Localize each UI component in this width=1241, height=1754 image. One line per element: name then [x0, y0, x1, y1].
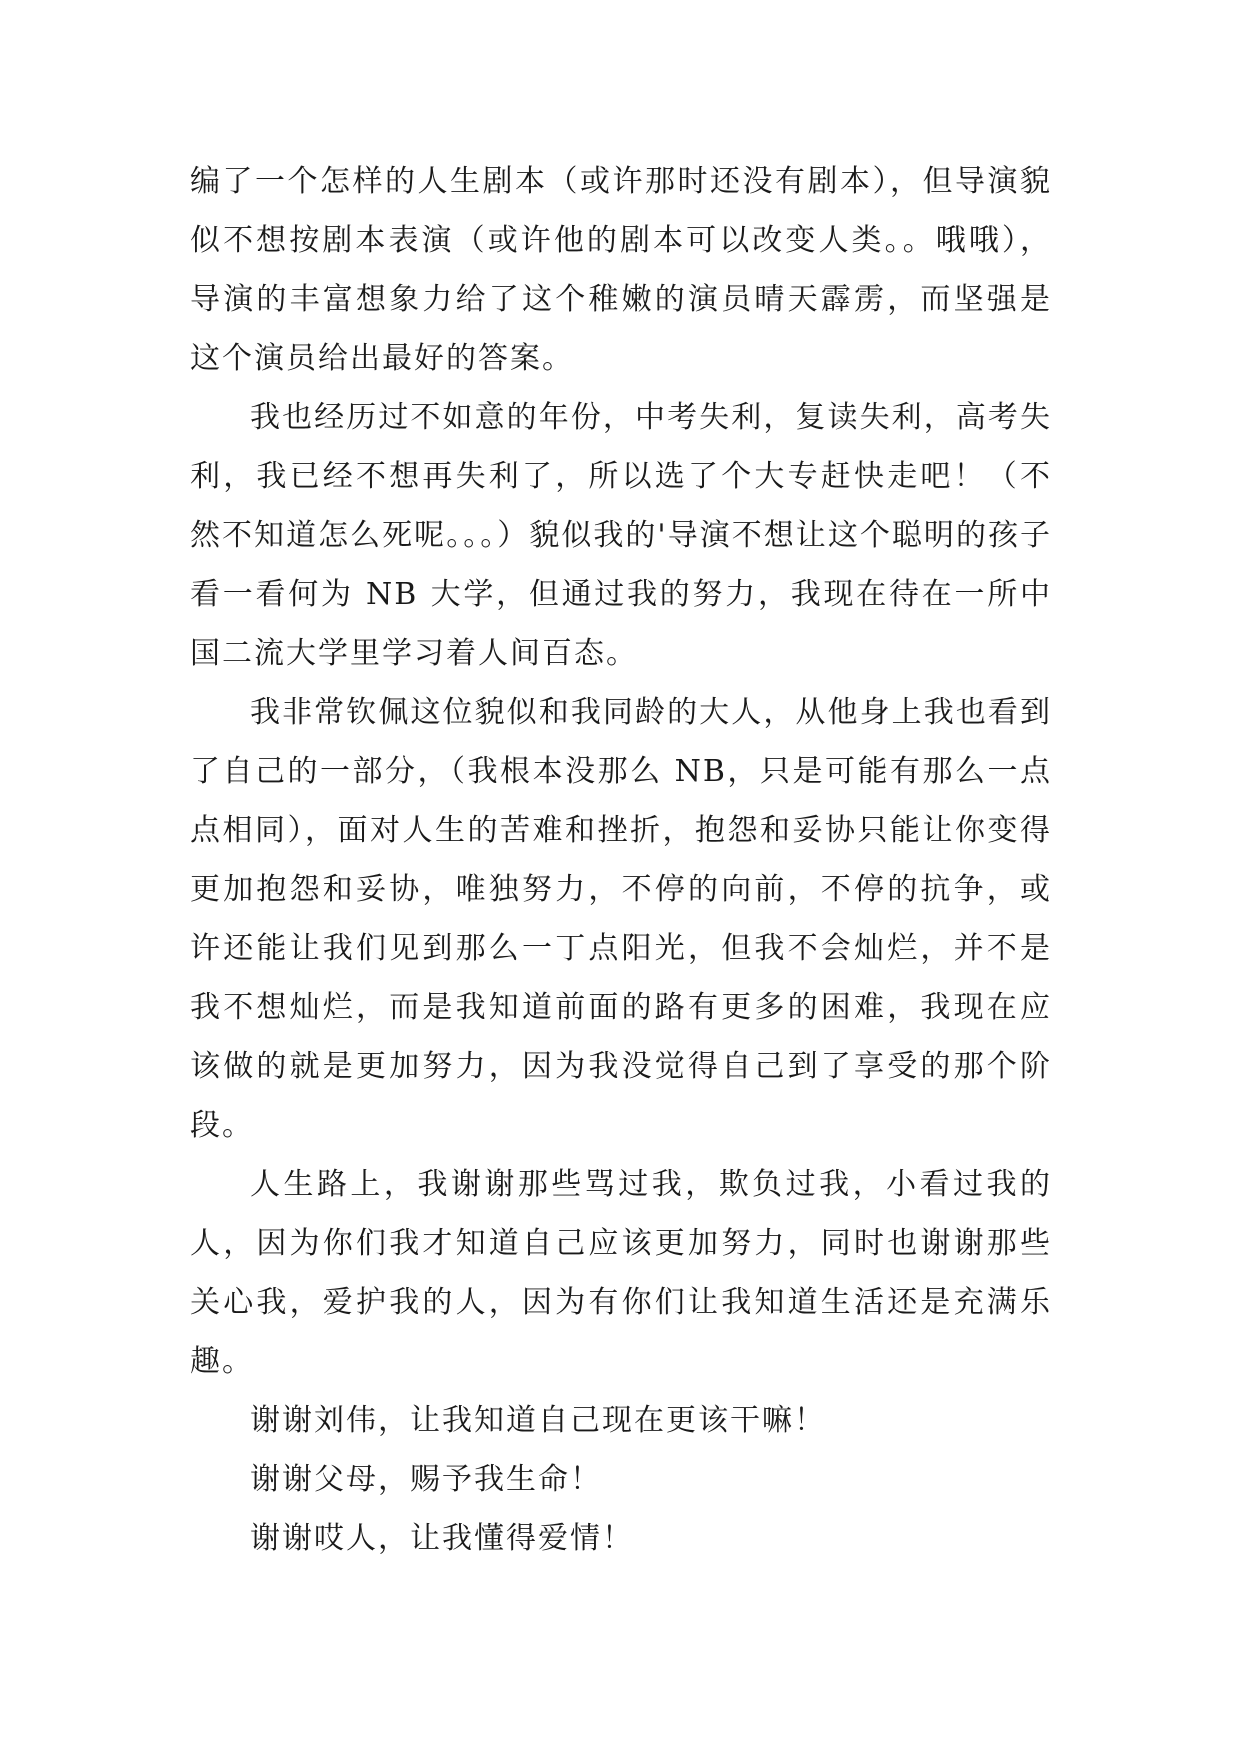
thanks-line-1: 谢谢刘伟，让我知道自己现在更该干嘛！: [250, 1403, 826, 1438]
paragraph-4: 人生路上，我谢谢那些骂过我，欺负过我，小看过我的人，因为你们我才知道自己应该更加努力，同时也谢谢那些关心我，爱护我的人，因为有你们让我知道生活还是充满乐趣。: [190, 1167, 1052, 1379]
document-body: [190, 152, 1052, 1568]
paragraph-2: 我也经历过不如意的年份，中考失利，复读失利，高考失利，我已经不想再失利了，所以选了个大专赶快走吧！（不然不知道怎么死呢。。。）貌似我的'导演不想让这个聪明的孩子看一看何为 NB 大学，但通过我的努力，我现在待在一所中国二流大学里学习着人间百态。: [190, 400, 1052, 671]
thanks-line-2: 谢谢父母，赐予我生命！: [250, 1462, 602, 1497]
paragraph-1: 编了一个怎样的人生剧本（或许那时还没有剧本），但导演貌似不想按剧本表演（或许他的剧本可以改变人类。。哦哦），导演的丰富想象力给了这个稚嫩的演员晴天霹雳，而坚强是这个演员给出最好的答案。: [190, 164, 1052, 376]
paragraph-3: 我非常钦佩这位貌似和我同龄的大人，从他身上我也看到了自己的一部分，（我根本没那么 NB，只是可能有那么一点点相同），面对人生的苦难和挫折，抱怨和妥协只能让你变得更加抱怨和妥协，唯独努力，不停的向前，不停的抗争，或许还能让我们见到那么一丁点阳光，但我不会灿烂，并不是我不想灿烂，而是我知道前面的路有更多的困难，我现在应该做的就是更加努力，因为我没觉得自己到了享受的那个阶段。: [190, 695, 1052, 1143]
thanks-line-3: 谢谢哎人，让我懂得爱情！: [250, 1521, 634, 1556]
